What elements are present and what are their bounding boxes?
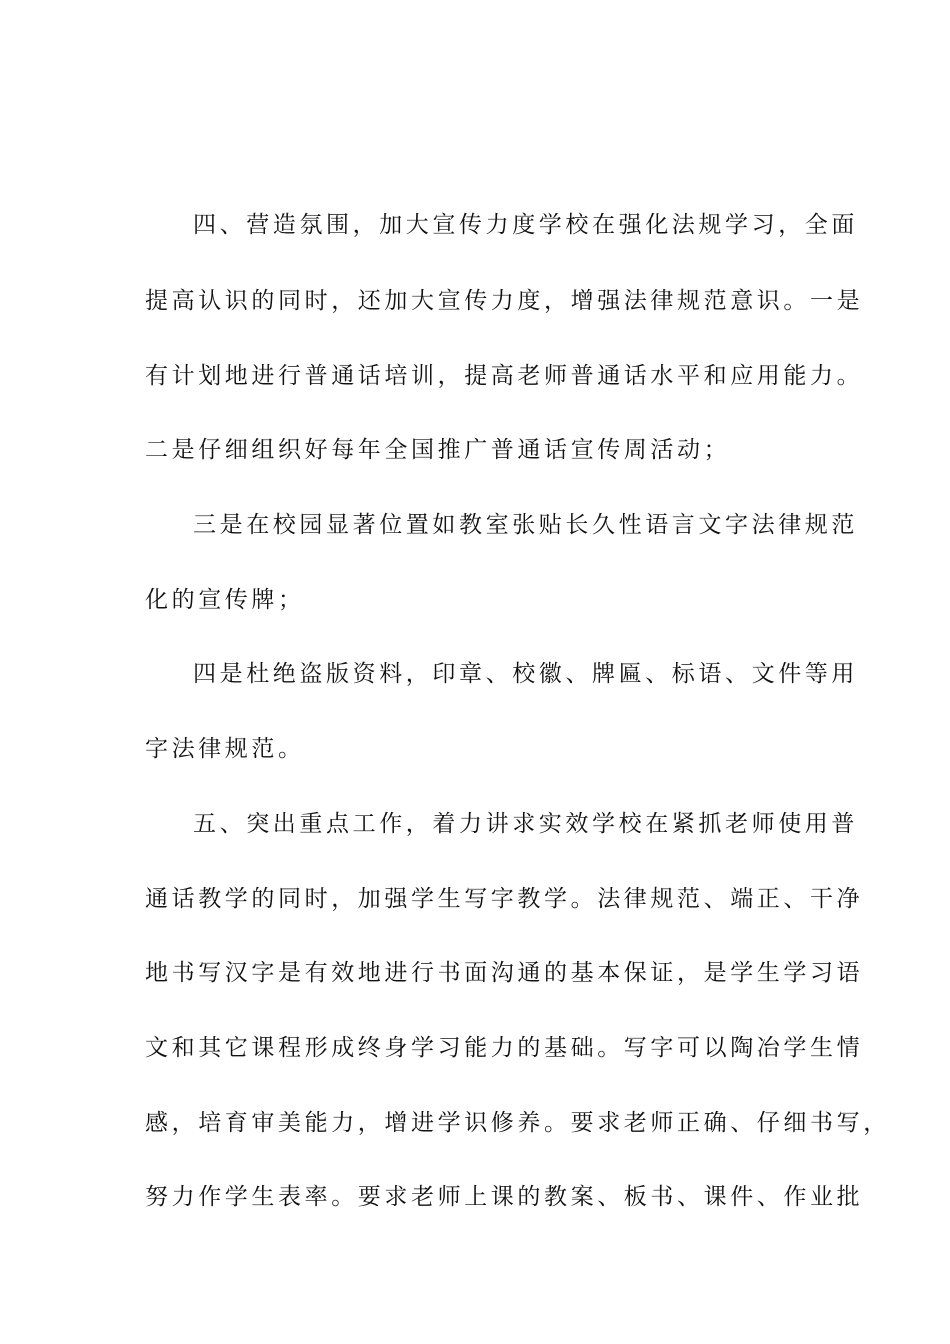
paragraph-7-line-6: 努力作学生表率。要求老师上课的教案、板书、课件、作业批: [145, 1184, 864, 1210]
paragraph-5-line-1: 三是在校园显著位置如教室张贴长久性语言文字法律规范: [193, 512, 858, 538]
paragraph-7-line-1: 五、突出重点工作，着力讲求实效学校在紧抓老师使用普: [193, 811, 858, 837]
paragraph-4-line-4: 二是仔细组织好每年全国推广普通话宣传周活动；: [145, 437, 731, 463]
paragraph-6-line-2: 字法律规范。: [145, 736, 305, 762]
paragraph-7-line-4: 文和其它课程形成终身学习能力的基础。写字可以陶冶学生情: [145, 1035, 864, 1061]
paragraph-7-line-3: 地书写汉字是有效地进行书面沟通的基本保证，是学生学习语: [145, 960, 864, 986]
paragraph-6-line-1: 四是杜绝盗版资料，印章、校徽、牌匾、标语、文件等用: [193, 661, 858, 687]
paragraph-7-line-5: 感，培育审美能力，增进学识修养。要求老师正确、仔细书写，: [145, 1110, 890, 1136]
paragraph-7-line-2: 通话教学的同时，加强学生写字教学。法律规范、端正、干净: [145, 886, 864, 912]
paragraph-4-line-1: 四、营造氛围，加大宣传力度学校在强化法规学习，全面: [193, 212, 858, 238]
paragraph-4-line-3: 有计划地进行普通话培训，提高老师普通话水平和应用能力。: [145, 363, 864, 389]
paragraph-5-line-2: 化的宣传牌；: [145, 587, 305, 613]
paragraph-4-line-2: 提高认识的同时，还加大宣传力度，增强法律规范意识。一是: [145, 288, 864, 314]
